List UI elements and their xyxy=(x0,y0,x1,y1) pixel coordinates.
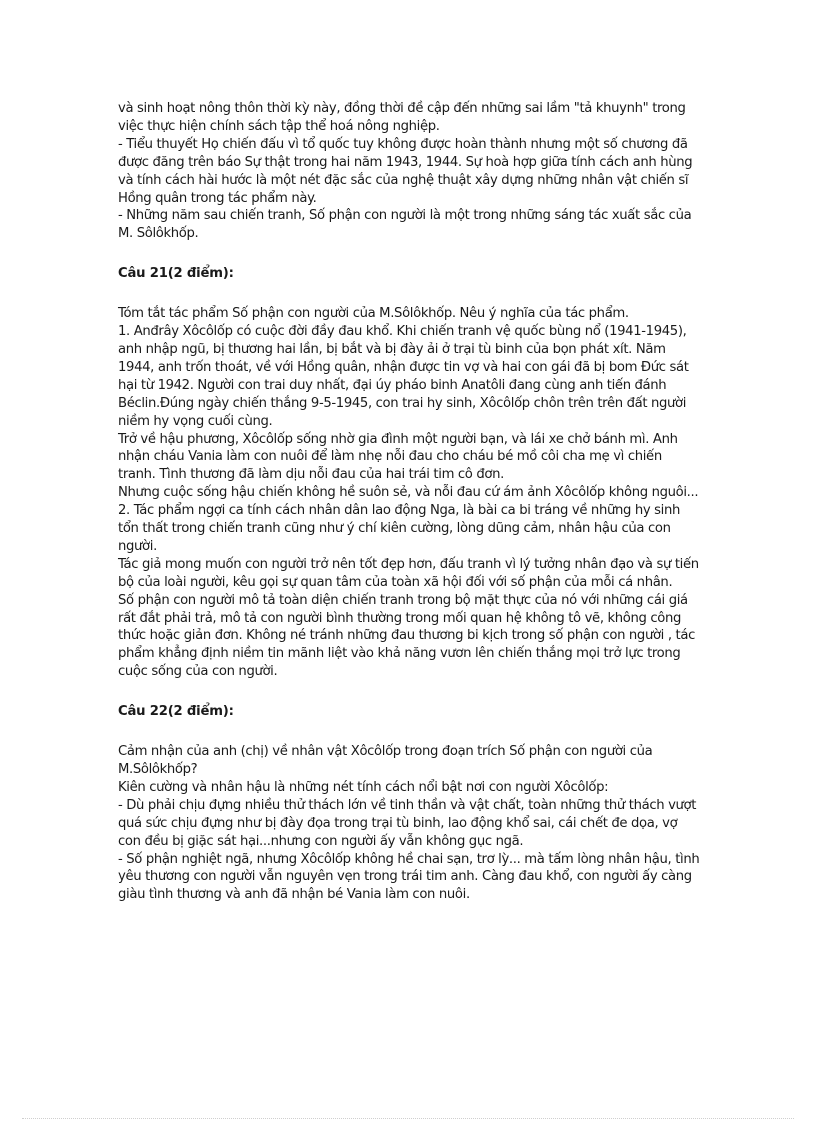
section-21 xyxy=(118,265,703,681)
page-bottom-divider xyxy=(22,1118,794,1119)
spacer xyxy=(118,243,703,265)
document-page xyxy=(118,100,703,904)
paragraph: Tóm tắt tác phẩm Số phận con người của M.Sôlôkhốp. Nêu ý nghĩa của tác phẩm. xyxy=(118,306,629,322)
paragraph: Kiên cường và nhân hậu là những nét tính cách nổi bật nơi con người Xôcôlốp: xyxy=(118,779,609,795)
paragraph: Số phận con người mô tả toàn diện chiến tranh trong bộ mặt thực của nó với những cái giá rất đắt phải trả, mô tả con người bình thường trong mối quan hệ không tô vẽ, không công thức hoặc giản đơn. Không né tránh những đau thương bi kịch trong số phận con người , tác phẩm khẳng định niềm tin mãnh liệt vào khả năng vươn lên chiến thắng mọi trở lực trong cuộc sống của con người. xyxy=(118,592,695,680)
spacer xyxy=(118,283,703,305)
paragraph: và sinh hoạt nông thôn thời kỳ này, đồng thời đề cập đến những sai lầm "tả khuynh" trong việc thực hiện chính sách tập thể hoá nông nghiệp. xyxy=(118,101,686,134)
paragraph: 2. Tác phẩm ngợi ca tính cách nhân dân lao động Nga, là bài ca bi tráng về những hy sinh tổn thất trong chiến tranh cũng như ý chí kiên cường, lòng dũng cảm, nhân hậu của con người. xyxy=(118,503,680,554)
paragraph: - Dù phải chịu đựng nhiều thử thách lớn về tinh thần và vật chất, toàn những thử thách vượt quá sức chịu đựng như bị đày đọa trong trại tù binh, lao động khổ sai, cái chết đe dọa, vợ con đều bị giặc sát hại...nhưng con người ấy vẫn không gục ngã. xyxy=(118,797,697,849)
paragraph: - Những năm sau chiến tranh, Số phận con người là một trong những sáng tác xuất sắc của M. Sôlôkhốp. xyxy=(118,208,692,242)
section-heading: Câu 22(2 điểm): xyxy=(118,704,234,720)
paragraph: Nhưng cuộc sống hậu chiến không hề suôn sẻ, và nỗi đau cứ ám ảnh Xôcôlốp không nguôi... xyxy=(118,485,699,501)
paragraph: 1. Anđrây Xôcôlốp có cuộc đời đầy đau khổ. Khi chiến tranh vệ quốc bùng nổ (1941-1945), anh nhập ngũ, bị thương hai lần, bị bắt và bị đày ải ở trại tù binh của bọn phát xít. Năm 1944, anh trốn thoát, về với Hồng quân, nhận được tin vợ và hai con gái đã bị bom Đức sát hại từ 1942. Người con trai duy nhất, đại úy pháo binh Anatôli đang cùng anh tiến đánh Béclin.Đúng ngày chiến thắng 9-5-1945, con trai hy sinh, Xôcôlốp chôn trên trên đất người niềm hy vọng cuối cùng. xyxy=(118,324,689,429)
section-heading: Câu 21(2 điểm): xyxy=(118,266,234,282)
spacer xyxy=(118,721,703,743)
paragraph: Tác giả mong muốn con người trở nên tốt đẹp hơn, đấu tranh vì lý tưởng nhân đạo và sự tiến bộ của loài người, kêu gọi sự quan tâm của toàn xã hội đối với số phận của mỗi cá nhân. xyxy=(118,556,699,590)
intro-block xyxy=(118,100,703,243)
spacer xyxy=(118,681,703,703)
paragraph: - Tiểu thuyết Họ chiến đấu vì tổ quốc tuy không được hoàn thành nhưng một số chương đã được đăng trên báo Sự thật trong hai năm 1943, 1944. Sự hoà hợp giữa tính cách anh hùng và tính cách hài hước là một nét đặc sắc của nghệ thuật xây dựng những nhân vật chiến sĩ Hồng quân trong tác phẩm này. xyxy=(118,136,693,206)
paragraph: - Số phận nghiệt ngã, nhưng Xôcôlốp không hề chai sạn, trơ lỳ... mà tấm lòng nhân hậu, tình yêu thương con người vẫn nguyên vẹn trong trái tim anh. Càng đau khổ, con người ấy càng giàu tình thương và anh đã nhận bé Vania làm con nuôi. xyxy=(118,851,700,903)
paragraph: Cảm nhận của anh (chị) về nhân vật Xôcôlốp trong đoạn trích Số phận con người của M.Sôlôkhốp? xyxy=(118,744,653,777)
paragraph: Trở về hậu phương, Xôcôlốp sống nhờ gia đình một người bạn, và lái xe chở bánh mì. Anh nhận cháu Vania làm con nuôi để làm nhẹ nỗi đau cho cháu bé mồ côi cha mẹ vì chiến tranh. Tình thương đã làm dịu nỗi đau của hai trái tim cô đơn. xyxy=(118,431,678,483)
section-22 xyxy=(118,703,703,904)
